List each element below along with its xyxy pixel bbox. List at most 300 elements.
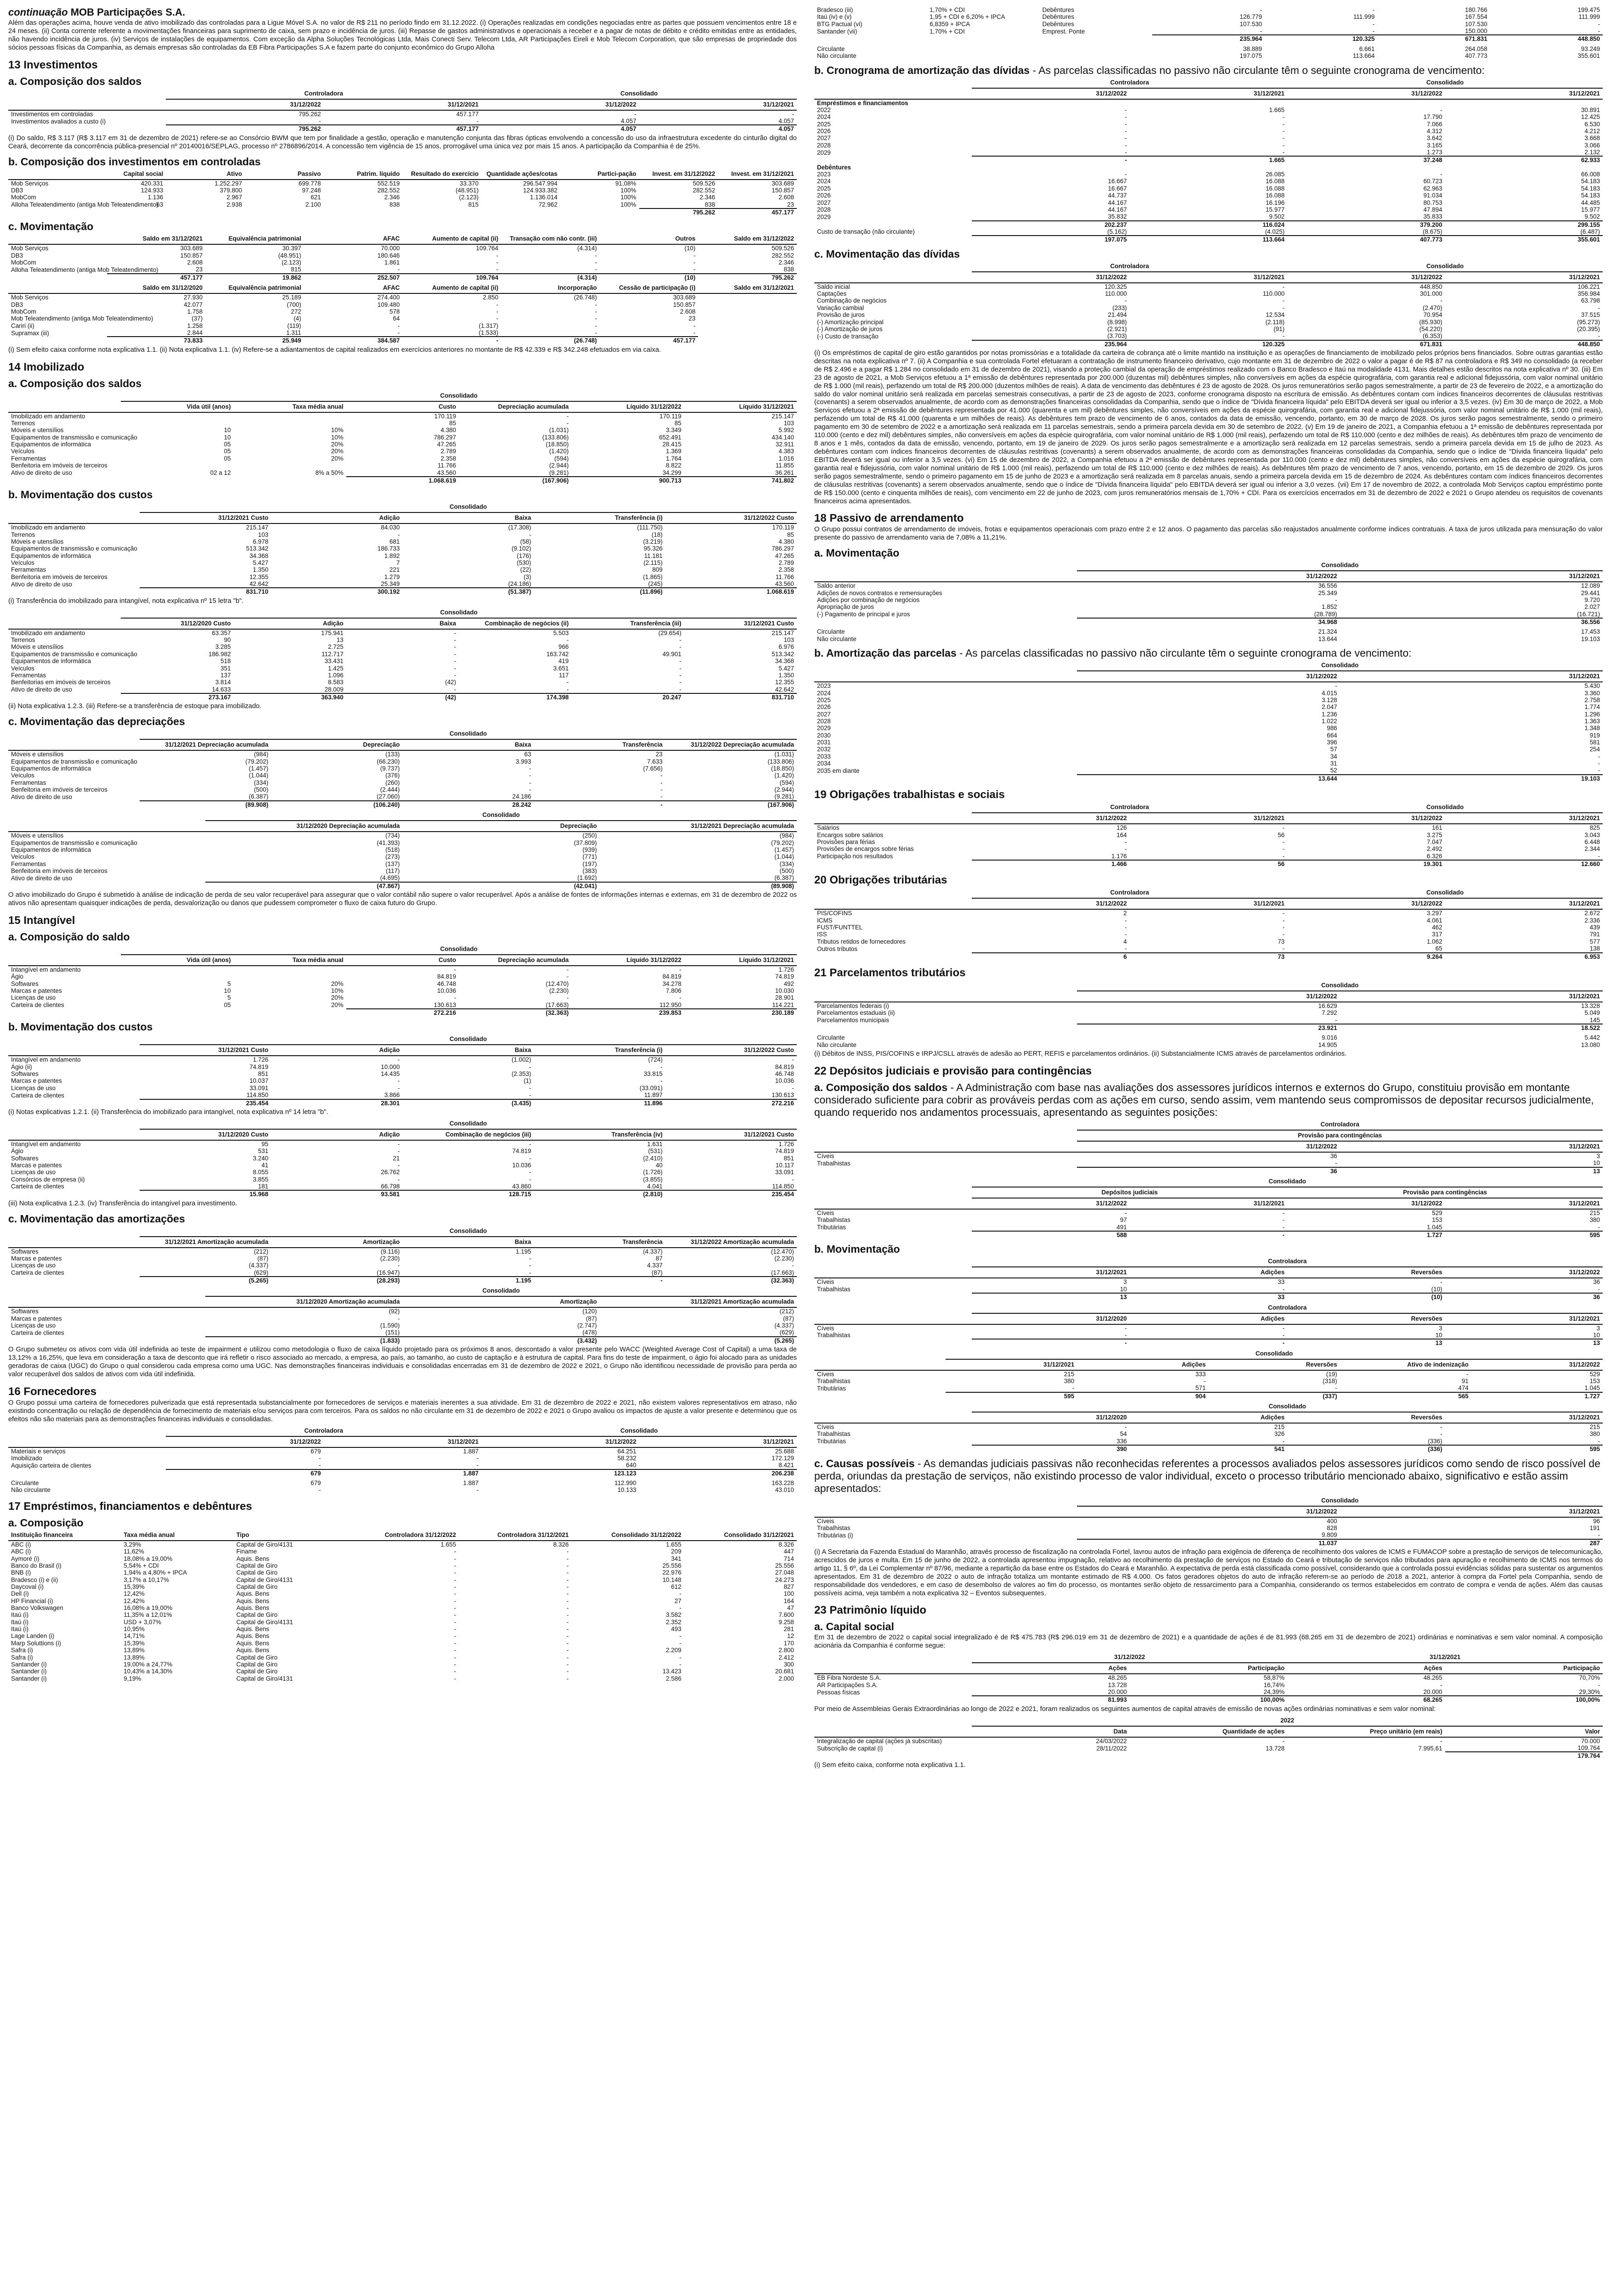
table-row bbox=[8, 1675, 797, 1682]
row-value: (1.420) bbox=[549, 448, 569, 455]
row-value: - bbox=[454, 1618, 456, 1626]
row-value: 4.380 bbox=[778, 538, 794, 545]
row-value: - bbox=[660, 772, 663, 779]
fixed-assets-cost-2021-table bbox=[8, 608, 797, 701]
row-value: (6.387) bbox=[774, 874, 794, 882]
row-value: 66.798 bbox=[381, 1182, 400, 1190]
total-value: 120.325 bbox=[1130, 340, 1287, 348]
row-label: Ferramentas bbox=[11, 566, 46, 574]
row-value: 84.819 bbox=[775, 1063, 794, 1070]
row-value: 11,35% a 12,01% bbox=[124, 1611, 172, 1619]
table-header-cell bbox=[814, 1506, 1077, 1517]
row-value: 84.030 bbox=[381, 524, 400, 531]
row-value: 439 bbox=[1589, 924, 1600, 931]
row-value: (87) bbox=[651, 1269, 663, 1276]
table-header-cell bbox=[8, 99, 166, 110]
row-value: 6,8359 + IPCA bbox=[929, 20, 970, 28]
row-value: 3.582 bbox=[666, 1611, 682, 1619]
table-subgroup-label: Provisão para contingências bbox=[1287, 1187, 1603, 1198]
row-value: - bbox=[1282, 141, 1285, 149]
row-label: Variação cambial bbox=[817, 304, 864, 311]
row-value: Capital de Giro bbox=[236, 1654, 278, 1661]
row-value: 34.299 bbox=[662, 469, 682, 476]
row-value: 10.148 bbox=[662, 1576, 682, 1583]
row-value: 10 bbox=[1120, 1285, 1127, 1293]
note-text: O Grupo submeteu os ativos com vida útil indefinida ao teste de impairment e utilizou como metodologia o fluxo de caixa líquido projetado para os próximos 8 anos, descontado a valor presente pelo WACC (Weighted Average Cost of Capital) a uma taxa de 13,12% a 16,25%, que leva em consideração a taxa de desconto que irá refletir o risco associado ao mercado, a empresa, ao país, ao tamanho, ao custo de captação e à estrutura de capital. Para fins do teste de impairment, o ágio foi alocado para as unidades geradoras de caixa (UGC) do Grupo o qual considerou cada empresa como uma UGC. Nas demonstrações financeiras individuais e consolidadas encerradas em 31 de dezembro de 2022 e 2021, o Grupo não identificou necessidade de provisão para perda ao valor recuperável dos saldos de ativos com vida útil indefinida. bbox=[8, 1346, 797, 1378]
row-value: 44.167 bbox=[1108, 206, 1127, 213]
row-label bbox=[814, 1231, 972, 1238]
row-label: Ativo de direito de uso bbox=[11, 580, 72, 588]
table-row bbox=[8, 329, 797, 337]
row-value: - bbox=[476, 1455, 479, 1462]
total-value: 1.195 bbox=[402, 1277, 534, 1284]
total-value bbox=[927, 35, 1039, 42]
table-row bbox=[8, 1541, 797, 1548]
table-header-row bbox=[8, 1237, 797, 1248]
row-value: - bbox=[1598, 332, 1600, 340]
row-label bbox=[814, 236, 972, 243]
note-title: 17 Empréstimos, financiamentos e debêntures bbox=[8, 1500, 252, 1513]
column-header: Reversões bbox=[1287, 1313, 1445, 1324]
row-label bbox=[8, 477, 121, 484]
row-value: 126.779 bbox=[1239, 13, 1262, 21]
row-value: 25.349 bbox=[1318, 589, 1337, 597]
row-value: 20.681 bbox=[775, 1668, 794, 1675]
row-value: (48.951) bbox=[278, 252, 301, 259]
row-label: Softwares bbox=[11, 1154, 39, 1162]
row-value: 1.726 bbox=[253, 1056, 269, 1064]
row-value: (4) bbox=[293, 315, 301, 322]
row-value: 5,54% + CDI bbox=[124, 1562, 159, 1569]
table-row bbox=[814, 1674, 1603, 1681]
row-value: 303.689 bbox=[673, 294, 696, 301]
table-total-row bbox=[814, 953, 1603, 960]
table-group-header bbox=[814, 1652, 1603, 1663]
row-value: 145 bbox=[1589, 1016, 1600, 1024]
total-value: 6.953 bbox=[1445, 953, 1603, 960]
row-value: 54.183 bbox=[1581, 178, 1600, 185]
row-value: (37.809) bbox=[574, 839, 597, 846]
row-value: (9.737) bbox=[380, 765, 400, 772]
row-value: - bbox=[693, 322, 696, 329]
row-value: Daycoval (i) bbox=[11, 1583, 44, 1590]
row-value: 3,29% bbox=[124, 1541, 141, 1548]
column-header: 31/12/2021 bbox=[1445, 1198, 1603, 1209]
row-value: - bbox=[1335, 1159, 1337, 1167]
table-header-cell bbox=[814, 980, 1077, 991]
row-value: 38.889 bbox=[1243, 45, 1262, 52]
table-row bbox=[814, 753, 1603, 760]
row-value: 58,87% bbox=[1263, 1674, 1285, 1682]
row-label bbox=[8, 801, 140, 808]
table-group-label: 2022 bbox=[972, 1716, 1603, 1726]
row-value: - bbox=[566, 1597, 569, 1604]
row-value: 552.519 bbox=[377, 180, 400, 187]
row-value: 110.000 bbox=[1105, 290, 1127, 298]
total-value: 235.964 bbox=[1152, 35, 1265, 42]
row-value: - bbox=[679, 966, 682, 973]
row-label: EB Fibra Nordeste S.A. bbox=[817, 1674, 881, 1682]
row-value: 10 bbox=[224, 433, 231, 441]
table-total-row bbox=[814, 1445, 1603, 1452]
row-value: 317 bbox=[1432, 931, 1442, 938]
row-value: 1.195 bbox=[515, 1248, 531, 1255]
table-row bbox=[8, 1002, 797, 1009]
row-value: (383) bbox=[582, 867, 597, 874]
row-value: - bbox=[1598, 767, 1600, 774]
row-value: 1,70% + CDI bbox=[929, 6, 965, 13]
row-value: 2.789 bbox=[440, 448, 456, 455]
labor-obligations-table bbox=[814, 802, 1603, 867]
column-header: Amortização bbox=[403, 1296, 600, 1307]
table-header-cell bbox=[8, 401, 121, 412]
column-header: Transação com não contr. (iii) bbox=[501, 234, 600, 244]
total-value bbox=[234, 477, 346, 484]
table-row bbox=[8, 322, 797, 329]
table-group-label: Consolidado bbox=[972, 1401, 1603, 1412]
table-group-label: Controladora bbox=[972, 261, 1287, 272]
row-label: Intangível em andamento bbox=[11, 1056, 81, 1064]
row-value: 5 bbox=[227, 980, 231, 987]
row-value: 6.326 bbox=[1426, 852, 1442, 860]
row-value: 8.326 bbox=[553, 1541, 569, 1548]
row-value: - bbox=[1440, 1278, 1442, 1286]
table-row bbox=[814, 206, 1603, 213]
row-value: 1.350 bbox=[778, 671, 794, 679]
row-value: 851 bbox=[258, 1070, 269, 1078]
row-value: 27 bbox=[674, 1597, 682, 1604]
row-value bbox=[121, 966, 233, 973]
row-value: - bbox=[1598, 852, 1600, 860]
total-value: (26.748) bbox=[501, 337, 600, 344]
row-value: 2.844 bbox=[187, 329, 203, 336]
row-value: 97 bbox=[1120, 1216, 1127, 1224]
row-label: Trabalhistas bbox=[817, 1332, 851, 1339]
row-value: 74.819 bbox=[249, 1063, 269, 1070]
row-value: 2.789 bbox=[778, 559, 794, 567]
row-value: - bbox=[792, 1056, 794, 1064]
table-group-label: 31/12/2022 bbox=[972, 1652, 1287, 1663]
table-total-row bbox=[814, 1752, 1603, 1759]
table-row bbox=[8, 1632, 797, 1639]
row-value: 91.034 bbox=[1423, 192, 1442, 199]
total-value: 272.216 bbox=[665, 1099, 797, 1107]
investments-balance-table bbox=[8, 89, 797, 133]
row-value: 112.950 bbox=[659, 1001, 682, 1008]
row-value: - bbox=[1203, 1377, 1206, 1384]
row-value: 4.337 bbox=[647, 1262, 663, 1269]
row-label: Licenças de uso bbox=[11, 1262, 56, 1269]
row-value bbox=[698, 293, 797, 301]
row-label: 2027 bbox=[817, 135, 831, 142]
row-value: 838 bbox=[389, 201, 400, 208]
row-value: - bbox=[496, 259, 499, 266]
column-header: 31/12/2022 bbox=[972, 88, 1129, 99]
column-header: 31/12/2021 Custo bbox=[140, 512, 271, 523]
row-value: 47.265 bbox=[775, 552, 794, 559]
row-value: - bbox=[1125, 171, 1127, 178]
row-value: (2.230) bbox=[549, 987, 569, 994]
column-header: 31/12/2021 bbox=[1130, 898, 1287, 909]
subsection-title: b. Composição dos investimentos em controladas bbox=[8, 155, 261, 168]
row-value: - bbox=[1440, 171, 1442, 178]
row-value: 10,43% a 14,30% bbox=[124, 1668, 173, 1675]
total-value: (336) bbox=[1287, 1445, 1445, 1452]
row-label: 2024 bbox=[817, 113, 831, 121]
row-value: - bbox=[1282, 845, 1285, 853]
row-label: Equipamentos de transmissão e comunicação bbox=[11, 433, 137, 441]
row-value: (133.806) bbox=[767, 758, 794, 765]
row-value: Bradesco (iii) bbox=[817, 6, 853, 13]
table-row bbox=[8, 1576, 797, 1583]
table-row bbox=[8, 1598, 797, 1604]
row-value: 26.085 bbox=[1266, 171, 1285, 178]
row-label: Trabalhistas bbox=[817, 1377, 851, 1384]
table-row bbox=[8, 987, 797, 994]
column-header: 31/12/2021 bbox=[1445, 1412, 1603, 1423]
column-header: 31/12/2021 bbox=[1130, 813, 1287, 824]
column-header: Aumento de capital (ii) bbox=[403, 234, 501, 244]
row-value: - bbox=[566, 679, 569, 686]
total-value: 679 bbox=[166, 1469, 323, 1477]
row-label: Equipamentos de transmissão e comunicação bbox=[11, 650, 137, 658]
row-value: 54.183 bbox=[1581, 185, 1600, 192]
row-value: 36 bbox=[1330, 1152, 1337, 1159]
row-value: Capital de Giro bbox=[236, 1562, 278, 1569]
row-value: (700) bbox=[287, 301, 301, 308]
row-value: (376) bbox=[385, 772, 400, 779]
row-value: - bbox=[1282, 910, 1285, 917]
subsection-title: a. Composição bbox=[8, 1516, 84, 1529]
row-value: (4.337) bbox=[248, 1262, 269, 1269]
table-group-header bbox=[814, 1120, 1603, 1130]
total-value: 6 bbox=[972, 953, 1129, 960]
row-value: (2.921) bbox=[1107, 325, 1127, 332]
row-value: 70.954 bbox=[1423, 311, 1442, 319]
table-row bbox=[8, 252, 797, 259]
row-value: 28/11/2022 bbox=[1096, 1745, 1127, 1752]
column-header: Adições bbox=[1130, 1267, 1287, 1278]
table-row bbox=[814, 326, 1603, 332]
table-header-cell bbox=[814, 660, 1077, 671]
column-header: 31/12/2021 Custo bbox=[684, 618, 797, 629]
row-value: 1.726 bbox=[778, 966, 794, 973]
row-value: - bbox=[566, 1639, 569, 1647]
table-row bbox=[8, 658, 797, 664]
row-value: 186.982 bbox=[208, 650, 231, 658]
row-value: 96 bbox=[1593, 1517, 1600, 1525]
table-subgroup-label: Depósitos judiciais bbox=[972, 1187, 1287, 1198]
table-total-row bbox=[814, 1696, 1603, 1703]
row-value: 44.485 bbox=[1581, 199, 1600, 206]
table-row bbox=[814, 213, 1603, 220]
subsection-title: a. Composição do saldo bbox=[8, 930, 130, 943]
total-value: 235.454 bbox=[140, 1099, 271, 1107]
row-value: 1.348 bbox=[1584, 725, 1600, 732]
row-value: 180.646 bbox=[377, 252, 400, 259]
column-header: Participação bbox=[1445, 1663, 1603, 1674]
table-group-label: Consolidado bbox=[1077, 660, 1603, 671]
table-total-row bbox=[814, 1339, 1603, 1346]
table-total-row bbox=[8, 208, 797, 216]
column-header: 31/12/2021 bbox=[1445, 272, 1603, 283]
row-value: - bbox=[397, 1262, 400, 1269]
row-value: - bbox=[1440, 106, 1442, 113]
row-value: - bbox=[1440, 1737, 1442, 1745]
note-text: O ativo imobilizado do Grupo é submetido à análise de indicação de perda de seu valor recuperável para assegurar que o valor contábil não supere o valor recuperável. Após a análise de fontes de informações internas e externas, em 31 de dezembro de 2022 os ativos não apresentam quaisquer indicações de perda, desvalorização ou danos que pudessem comprometer o fluxo de caixa futuro do Grupo. bbox=[8, 891, 797, 907]
subsection-title bbox=[814, 647, 1603, 659]
table-row bbox=[814, 590, 1603, 597]
subsection-title: b. Amortização das parcelas bbox=[814, 647, 957, 659]
table-row bbox=[8, 559, 797, 566]
column-header: Transferência bbox=[534, 1237, 665, 1248]
total-value: 36.556 bbox=[1340, 618, 1603, 625]
row-value: - bbox=[660, 786, 663, 793]
total-value: 56 bbox=[1130, 860, 1287, 867]
table-row bbox=[8, 1269, 797, 1277]
table-row bbox=[814, 149, 1603, 156]
row-value: 47.894 bbox=[1423, 206, 1442, 213]
row-value: - bbox=[1282, 120, 1285, 128]
row-label: 2026 bbox=[817, 192, 831, 199]
column-header: 31/12/2020 Amortização acumulada bbox=[205, 1296, 402, 1307]
row-label: Benfeitorias em imóveis de terceiros bbox=[11, 679, 111, 686]
table-group-header bbox=[8, 810, 797, 821]
row-label: Ágio bbox=[11, 1148, 23, 1155]
running-title bbox=[8, 6, 797, 18]
table-total-row bbox=[8, 588, 797, 595]
row-value: - bbox=[1598, 20, 1600, 28]
row-value: 2.344 bbox=[1584, 845, 1600, 853]
table-row bbox=[814, 690, 1603, 697]
row-value: (1.457) bbox=[248, 765, 269, 772]
row-label: Benfeitoria em imóveis de terceiros bbox=[11, 462, 107, 469]
row-label: Equipamentos de informática bbox=[11, 441, 91, 448]
row-value: 2.672 bbox=[1584, 910, 1600, 917]
subsection-title: c. Movimentação das depreciações bbox=[8, 715, 185, 728]
total-value: 81.993 bbox=[972, 1696, 1129, 1703]
table-header-row bbox=[8, 283, 797, 293]
row-value: 49.901 bbox=[662, 650, 682, 658]
debt-schedule-table bbox=[814, 78, 1603, 243]
table-row bbox=[814, 1159, 1603, 1167]
row-value: 3.128 bbox=[1322, 696, 1337, 703]
row-value: - bbox=[454, 1590, 456, 1598]
total-value: (106.240) bbox=[271, 801, 402, 808]
table-row bbox=[8, 308, 797, 315]
row-value: (2.944) bbox=[549, 462, 569, 469]
row-value: Capital de Giro bbox=[236, 1660, 278, 1668]
table-total-row bbox=[814, 1392, 1603, 1400]
table-row bbox=[8, 1169, 797, 1176]
subsidiaries-investment-table bbox=[8, 169, 797, 216]
column-header: 31/12/2021 bbox=[1445, 898, 1603, 909]
column-header: 31/12/2020 Custo bbox=[140, 1129, 271, 1140]
row-value: - bbox=[529, 786, 531, 793]
total-value: 448.850 bbox=[1490, 35, 1603, 42]
row-value: - bbox=[1372, 20, 1375, 28]
row-value: (530) bbox=[517, 559, 531, 567]
row-value: (1.457) bbox=[774, 846, 794, 853]
row-value: 25.688 bbox=[775, 1447, 794, 1455]
table-group-label: Consolidado bbox=[121, 391, 797, 401]
table-row bbox=[8, 1085, 797, 1092]
row-value: (10) bbox=[1431, 1285, 1442, 1293]
row-value: 9.720 bbox=[1584, 597, 1600, 604]
row-value: 815 bbox=[291, 266, 301, 273]
row-value: (984) bbox=[253, 751, 269, 758]
row-value: Aquis. Bens bbox=[236, 1626, 270, 1633]
row-value: 28.415 bbox=[662, 441, 682, 448]
table-row bbox=[8, 1307, 797, 1315]
row-value: (3) bbox=[524, 573, 531, 580]
row-value: (24.186) bbox=[508, 580, 531, 588]
row-label: Móveis e utensílios bbox=[11, 643, 64, 651]
subsection-title bbox=[814, 1081, 1603, 1119]
table-header-cell bbox=[8, 608, 121, 618]
total-value bbox=[1040, 35, 1152, 42]
row-value: 2.346 bbox=[699, 194, 715, 201]
table-group-label: Consolidado bbox=[140, 502, 797, 512]
row-value: 8.055 bbox=[253, 1169, 269, 1176]
row-value: Dell (i) bbox=[11, 1590, 29, 1598]
table-group-label: Consolidado bbox=[946, 1349, 1603, 1359]
table-total-row bbox=[8, 274, 797, 281]
table-row bbox=[814, 171, 1603, 178]
table-group-label: Controladora bbox=[166, 1426, 481, 1436]
row-label: Softwares bbox=[11, 1308, 39, 1315]
column-header: 31/12/2021 Custo bbox=[140, 1045, 271, 1056]
row-value bbox=[698, 322, 797, 329]
column-header: 31/12/2022 bbox=[166, 1436, 323, 1447]
table-header-cell bbox=[8, 89, 166, 99]
row-value: 12.425 bbox=[1581, 113, 1600, 121]
row-value: 2.100 bbox=[305, 201, 321, 208]
row-value: (939) bbox=[582, 846, 597, 853]
row-value: 63 bbox=[524, 751, 531, 758]
table-header-cell bbox=[8, 1436, 166, 1447]
row-value: - bbox=[454, 1626, 456, 1633]
note-text: (i) Transferência do imobilizado para intangível, nota explicativa nº 15 letra "b". bbox=[8, 597, 244, 605]
row-value: 16.667 bbox=[1108, 178, 1127, 185]
table-row bbox=[8, 259, 797, 266]
row-value: 20% bbox=[331, 448, 344, 455]
row-value: 3.240 bbox=[253, 1154, 269, 1162]
total-value bbox=[972, 1752, 1129, 1759]
row-value: 62.963 bbox=[1423, 185, 1442, 192]
left-column bbox=[8, 6, 797, 2296]
row-value: 16.667 bbox=[1108, 185, 1127, 192]
table-header-cell bbox=[8, 821, 205, 832]
row-value: - bbox=[454, 650, 456, 658]
row-value: 18,08% a 19,00% bbox=[124, 1555, 173, 1562]
row-label: Imobilizado em andamento bbox=[11, 412, 85, 420]
row-value: Safra (i) bbox=[11, 1654, 33, 1661]
row-value: (1.533) bbox=[479, 329, 499, 336]
row-label: Parcelamentos federais (i) bbox=[817, 1002, 889, 1009]
row-value: (4.025) bbox=[1265, 228, 1285, 235]
row-value: - bbox=[397, 531, 400, 538]
row-value: - bbox=[529, 1084, 531, 1092]
row-value: Itaú (iv) e (v) bbox=[817, 13, 852, 21]
row-value: 2.358 bbox=[440, 455, 456, 462]
row-value: 7.047 bbox=[1426, 838, 1442, 845]
row-value: - bbox=[1260, 28, 1262, 35]
row-label: 2028 bbox=[817, 141, 831, 149]
row-value: 95.326 bbox=[643, 545, 663, 552]
column-header: Cessão de participação (i) bbox=[600, 283, 698, 293]
row-value: 6.448 bbox=[1584, 838, 1600, 845]
